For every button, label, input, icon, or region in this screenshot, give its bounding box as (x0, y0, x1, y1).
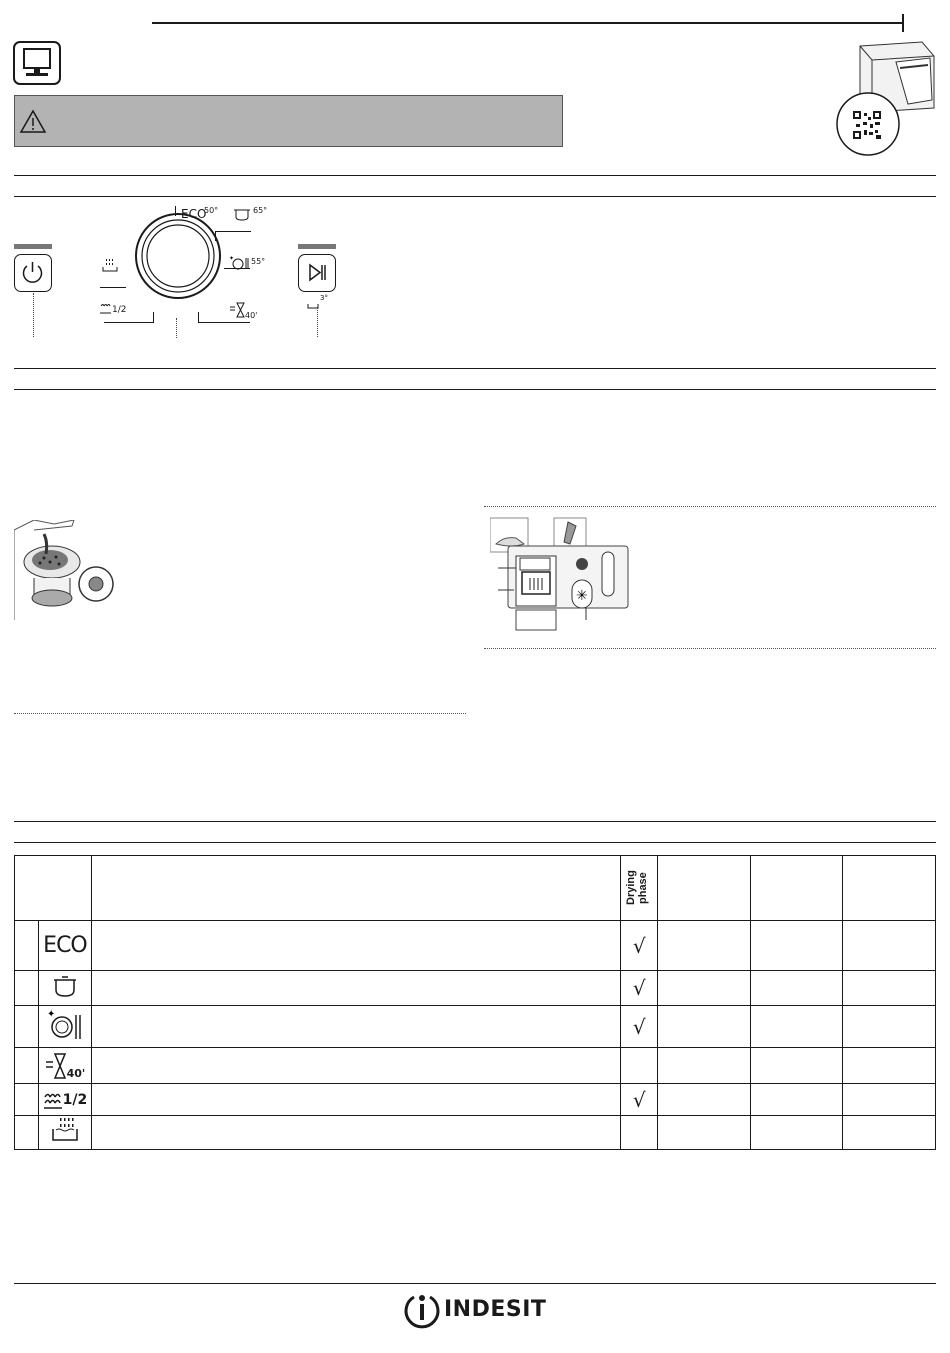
delay-icon (307, 296, 319, 302)
section-rule-6 (14, 842, 936, 843)
filter-illustration (14, 520, 124, 620)
table-row (15, 1048, 936, 1084)
dial-half-load-icon (99, 302, 112, 315)
dial-line-bottom-right (198, 322, 250, 323)
drying-phase-header: Drying phase (625, 870, 650, 906)
indesit-logo-mark (402, 1291, 442, 1329)
section-rule-1 (14, 175, 936, 176)
eco-icon: ECO (38, 921, 91, 971)
warning-banner (14, 95, 563, 147)
dispenser-dotted-bottom (484, 648, 936, 649)
drying-check: √ (621, 971, 658, 1006)
header-cell-drying (621, 856, 658, 921)
dial-line-top-right-v (215, 231, 216, 241)
dispenser-dotted-top (484, 506, 936, 507)
pot-icon (38, 971, 91, 1006)
dial-tick-top (175, 206, 176, 216)
indesit-logo-text: INDESIT (444, 1297, 547, 1322)
header-cell-program (15, 856, 92, 921)
svg-text:✦: ✦ (229, 255, 235, 262)
table-header-row (15, 856, 936, 921)
top-rule (152, 22, 904, 24)
program-selector-dial[interactable] (134, 212, 222, 300)
section-rule-3 (14, 368, 936, 369)
dial-plate-sparkle-icon (228, 254, 250, 270)
programs-table (14, 855, 936, 1150)
section-rule-4 (14, 389, 936, 390)
header-cell-description (91, 856, 620, 921)
dial-line-bottom-left-v (153, 312, 154, 323)
dial-eco-label: ECO (181, 207, 207, 221)
dial-line-bottom-left (104, 322, 154, 323)
dial-half-label: 1/2 (112, 305, 127, 315)
svg-text:✳: ✳ (576, 588, 588, 604)
play-pause-icon (299, 255, 334, 290)
dial-quick-icon (229, 302, 245, 318)
start-leader-line (317, 307, 318, 337)
indesit-logo (402, 1291, 552, 1329)
power-icon (15, 255, 50, 290)
section-rule-2 (14, 196, 936, 197)
start-pause-button[interactable] (298, 254, 336, 292)
dial-soak-icon (100, 258, 120, 274)
power-indicator-bar (14, 244, 52, 249)
detergent-dispenser-illustration (490, 516, 635, 636)
delay-time-label: 3° (320, 294, 328, 302)
table-row (15, 971, 936, 1006)
half-load-label: 1/2 (62, 1091, 88, 1108)
header-cell-4 (658, 856, 751, 921)
drying-check: √ (621, 921, 658, 971)
drying-check (621, 1116, 658, 1150)
table-row (15, 921, 936, 971)
dial-daily-temp: 55° (251, 257, 266, 266)
soak-icon (38, 1116, 91, 1150)
dial-tick-left (100, 287, 126, 288)
plate-sparkle-icon (38, 1006, 91, 1048)
warning-icon (19, 109, 47, 134)
power-button[interactable] (14, 254, 52, 292)
half-load-icon (38, 1084, 91, 1116)
dial-leader-line (176, 318, 177, 338)
table-row (15, 1116, 936, 1150)
dishwasher-qr-illustration (834, 38, 936, 158)
top-rule-end (902, 14, 904, 32)
svg-text:✦: ✦ (46, 1009, 56, 1020)
table-row (15, 1084, 936, 1116)
filter-dotted-rule (14, 713, 466, 714)
start-indicator-bar (298, 244, 336, 249)
footer-rule (14, 1283, 936, 1284)
dial-intensive-temp: 65° (253, 206, 268, 215)
dial-quick-time: 40' (245, 311, 258, 320)
header-cell-6 (843, 856, 936, 921)
dial-line-top-right (215, 231, 251, 232)
dial-line-bottom-right-v (198, 312, 199, 323)
header-cell-5 (751, 856, 843, 921)
quick-40-label: 40' (66, 1066, 86, 1080)
dial-eco-temp: 50° (204, 206, 219, 215)
table-row (15, 1006, 936, 1048)
section-rule-5 (14, 821, 936, 822)
quick-40-icon (38, 1048, 91, 1084)
power-leader-line (33, 293, 34, 337)
drying-check (621, 1048, 658, 1084)
dial-pot-icon (232, 207, 252, 221)
drying-check: √ (621, 1006, 658, 1048)
monitor-icon (13, 41, 61, 85)
drying-check: √ (621, 1084, 658, 1116)
